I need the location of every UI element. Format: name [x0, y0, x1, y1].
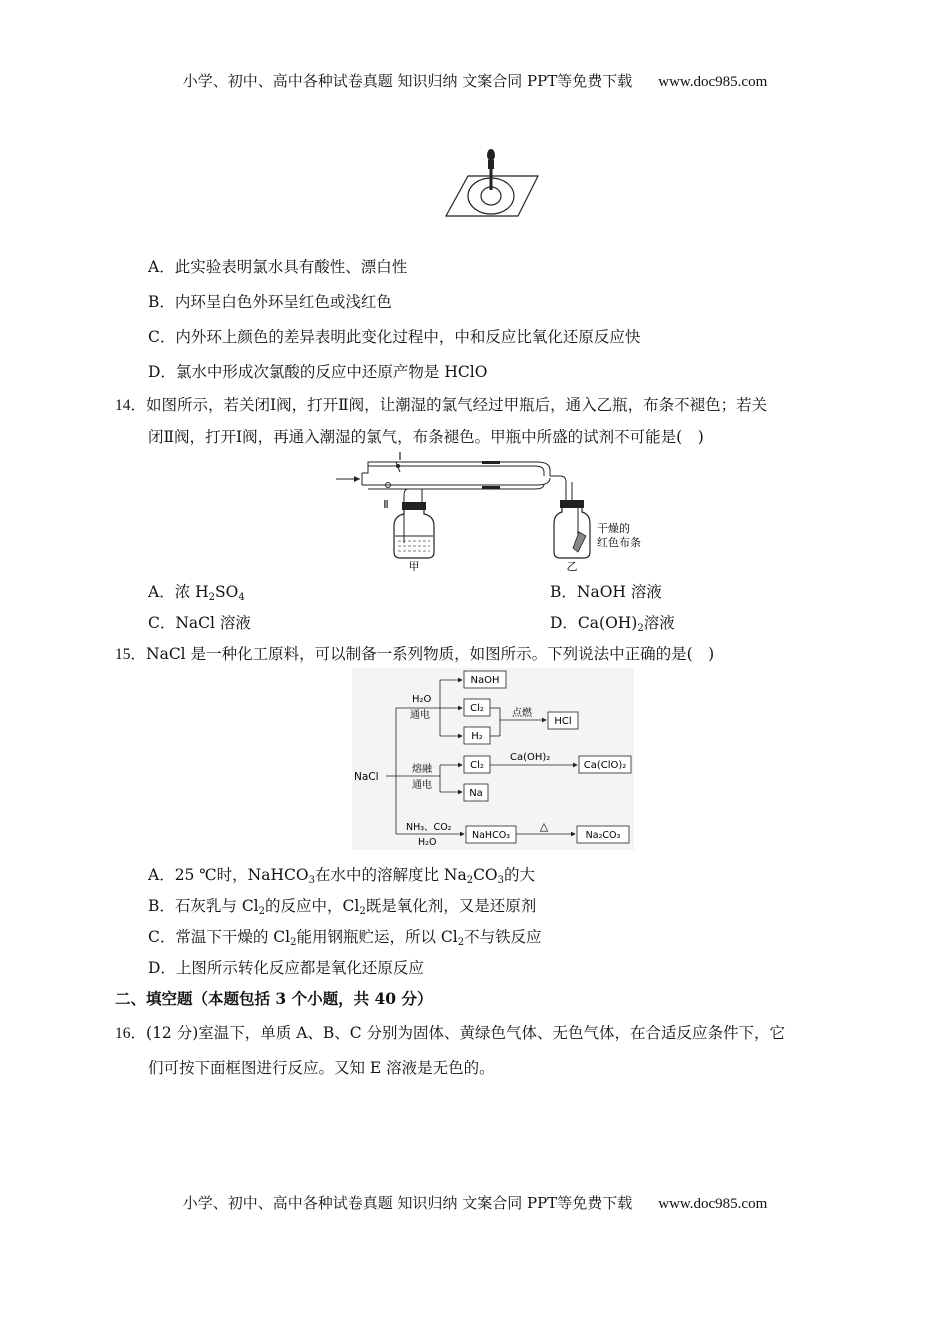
upper-tube-outer — [362, 462, 550, 476]
svg-text:HCl: HCl — [554, 716, 572, 727]
svg-text:H₂: H₂ — [471, 731, 483, 742]
q15-stem: 15．NaCl 是一种化工原料，可以制备一系列物质，如图所示。下列说法中正确的是( ) — [115, 645, 715, 663]
q14-stem-line2: 闭Ⅱ阀，打开Ⅰ阀，再通入潮湿的氯气，布条褪色。甲瓶中所盛的试剂不可能是( ) — [148, 428, 704, 446]
q14-number: 14． — [115, 397, 147, 414]
q14-stem-line1: 14．如图所示，若关闭Ⅰ阀，打开Ⅱ阀，让潮湿的氯气经过甲瓶后，通入乙瓶，布条不褪色；若关 — [115, 396, 768, 414]
lower-tube-joint — [482, 486, 500, 489]
cond2-molten: 熔融 — [412, 764, 432, 775]
svg-text:Na: Na — [469, 788, 483, 799]
valve-ii-label: Ⅱ — [383, 498, 389, 511]
valve-i-label: Ⅰ — [398, 450, 402, 463]
q15-figure — [352, 668, 634, 850]
q16-line2: 们可按下面框图进行反应。又知 E 溶液是无色的。 — [148, 1059, 495, 1077]
q14-option-d: D．$Ca(OH)_2$溶液 — [550, 614, 675, 634]
cloth-note-line1: 干燥的 — [597, 522, 630, 535]
section-title: 二、填空题（本题包括 3 个小题，共 40 分） — [115, 989, 433, 1008]
bottle-a-label: 甲 — [408, 560, 420, 573]
footer-url[interactable]: www.doc985.com — [658, 1196, 768, 1212]
svg-text:NaHCO₃: NaHCO₃ — [472, 830, 510, 841]
q15-number: 15． — [115, 646, 147, 663]
page-footer — [0, 1192, 950, 1213]
q15-option-d: D．上图所示转化反应都是氧化还原反应 — [148, 959, 424, 977]
page-header — [0, 70, 950, 91]
upper-tube-inner — [368, 466, 544, 476]
test-paper-diagram — [440, 140, 544, 220]
cond1-electrolysis: 通电 — [410, 710, 430, 721]
label-caoh2: Ca(OH)₂ — [510, 752, 551, 763]
svg-text:Na₂CO₃: Na₂CO₃ — [585, 830, 621, 841]
footer-text: 小学、初中、高中各种试卷真题 知识归纳 文案合同 PPT等免费下载 — [182, 1194, 633, 1212]
q15-option-b: B．石灰乳与 $Cl_2$的反应中，$Cl_2$既是氧化剂，又是还原剂 — [148, 897, 537, 917]
q16-number: 16． — [115, 1025, 147, 1042]
svg-text:Ca(ClO)₂: Ca(ClO)₂ — [583, 760, 627, 771]
q14-option-c: C．NaCl 溶液 — [148, 614, 251, 632]
bottle-a-stopper — [402, 502, 426, 510]
cond3-nh3-co2: NH₃、CO₂ — [406, 822, 452, 833]
red-cloth-strip — [573, 532, 586, 552]
label-ignite: 点燃 — [512, 708, 532, 719]
dropper-bulb — [487, 149, 495, 161]
cond2-electrolysis: 通电 — [412, 780, 432, 791]
q13-option-b: B．内环呈白色外环呈红色或浅红色 — [148, 293, 392, 311]
svg-text:Cl₂: Cl₂ — [470, 760, 484, 771]
q16-line1: 16．(12 分)室温下，单质 A、B、C 分别为固体、黄绿色气体、无色气体，在合适反应条件下，它 — [115, 1024, 786, 1042]
header-text: 小学、初中、高中各种试卷真题 知识归纳 文案合同 PPT等免费下载 — [182, 72, 633, 90]
nacl-flowchart — [352, 668, 634, 850]
q14-option-a: A．浓 $H_2SO_4$ — [148, 583, 245, 603]
dropper-collar — [488, 160, 494, 169]
upper-tube-joint — [482, 461, 500, 464]
apparatus-diagram — [332, 448, 652, 573]
source-nacl: NaCl — [354, 771, 379, 783]
cond1-water: H₂O — [412, 694, 432, 705]
label-heat: △ — [539, 820, 549, 833]
bottle-b-stopper — [560, 500, 584, 508]
q14-figure — [332, 448, 652, 573]
bottle-b — [554, 508, 590, 558]
q13-option-a: A．此实验表明氯水具有酸性、漂白性 — [148, 258, 408, 276]
header-url[interactable]: www.doc985.com — [658, 74, 768, 90]
q15-option-c: C．常温下干燥的 $Cl_2$能用钢瓶贮运，所以 $Cl_2$不与铁反应 — [148, 928, 542, 948]
q13-figure — [440, 140, 544, 220]
cond3-water: H₂O — [418, 837, 437, 848]
svg-text:NaOH: NaOH — [470, 675, 500, 686]
svg-text:Cl₂: Cl₂ — [470, 703, 484, 714]
q13-option-d: D．氯水中形成次氯酸的反应中还原产物是 HClO — [148, 363, 488, 381]
q13-option-c: C．内外环上颜色的差异表明此变化过程中，中和反应比氧化还原反应快 — [148, 328, 641, 346]
q15-option-a: A．25 ℃时，NaHCO$_3$在水中的溶解度比 $Na_2CO_3$的大 — [148, 866, 536, 886]
q14-option-b: B．NaOH 溶液 — [550, 583, 662, 601]
bottle-b-label: 乙 — [566, 560, 578, 573]
cloth-note-line2: 红色布条 — [597, 536, 641, 549]
